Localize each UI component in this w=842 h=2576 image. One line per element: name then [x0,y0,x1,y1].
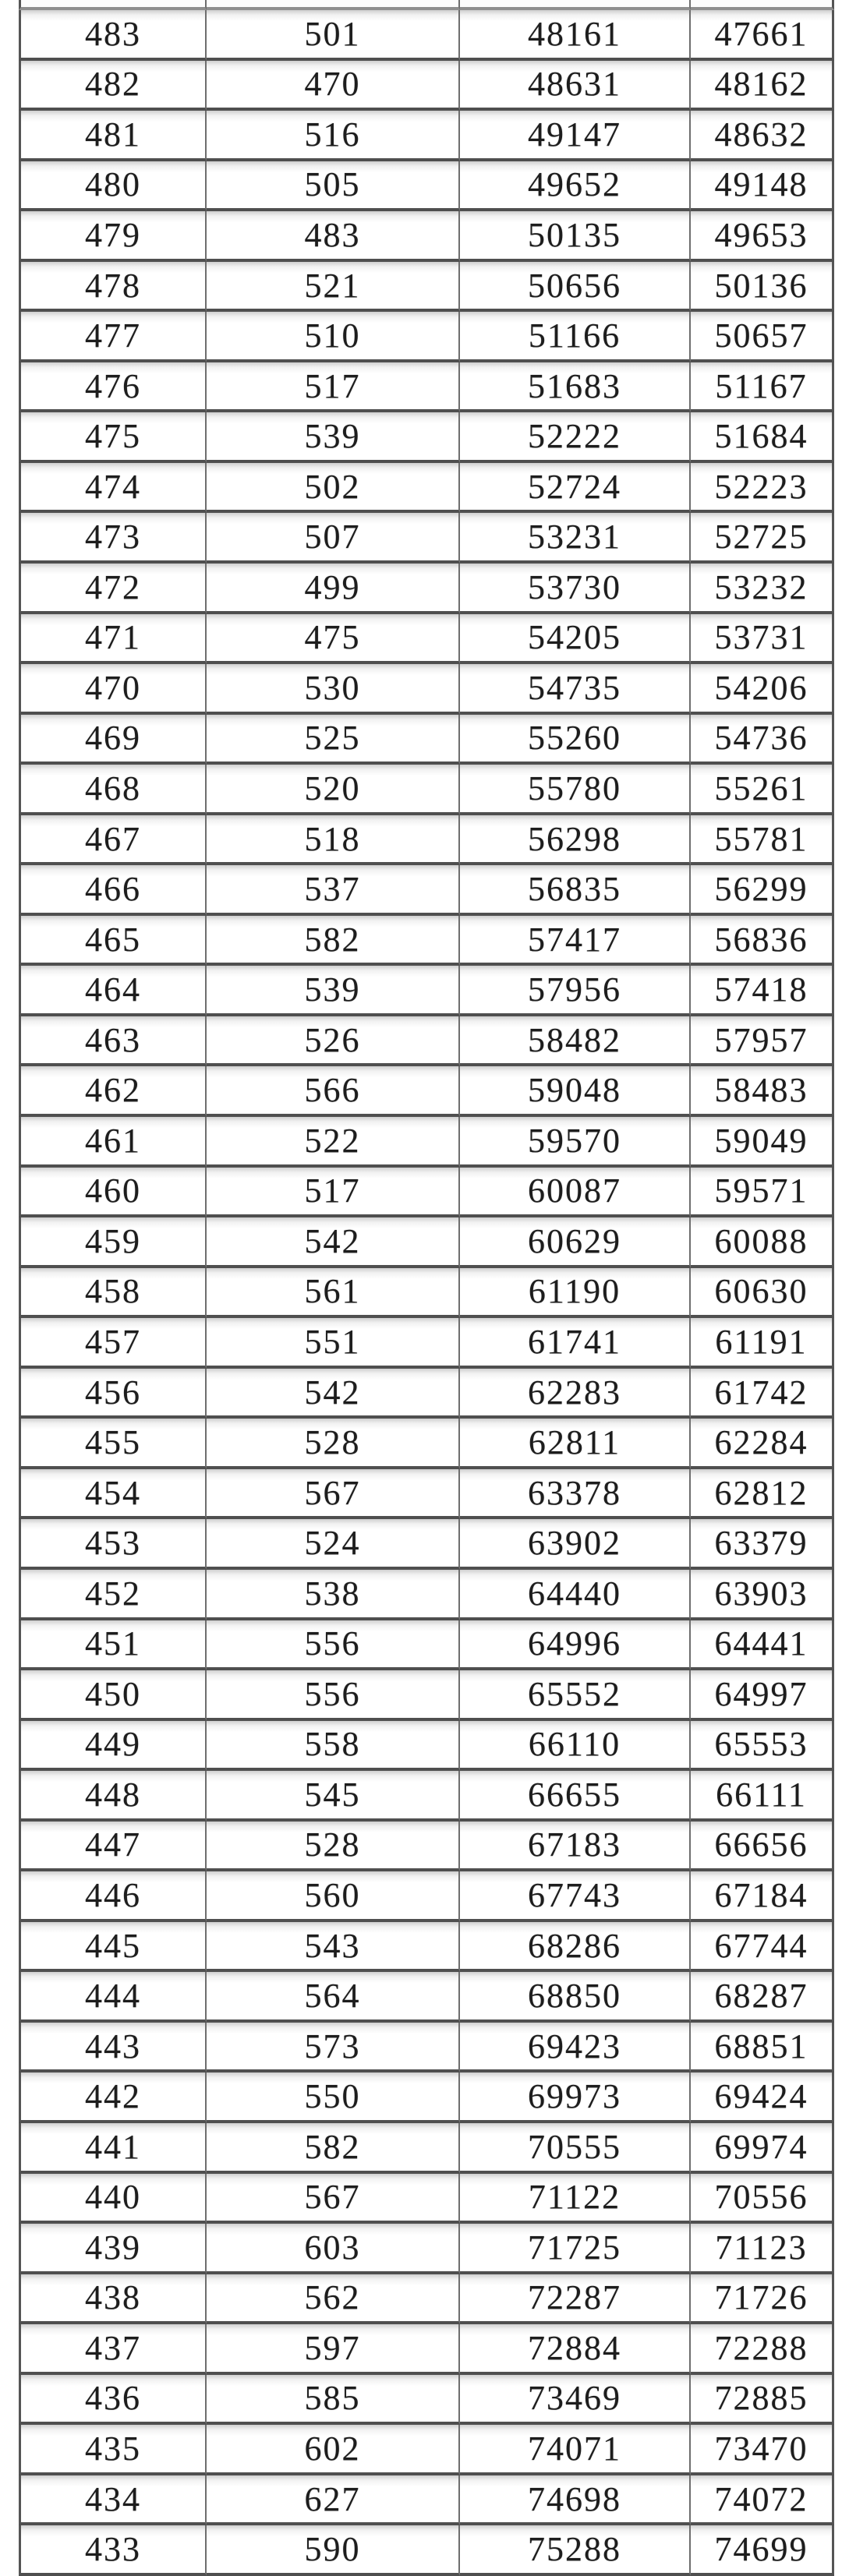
table-cell: 566 [207,1066,460,1117]
table-cell: 48162 [691,61,834,111]
table-row [19,1318,834,1369]
table-cell: 73469 [460,2375,691,2426]
table-row [19,2324,834,2375]
table-cell: 49652 [460,161,691,212]
table-cell: 72884 [460,2324,691,2375]
table-cell: 48161 [460,10,691,61]
table-row [19,463,834,514]
table-cell: 58483 [691,1066,834,1117]
table-cell: 450 [19,1670,207,1721]
table-cell: 475 [19,412,207,463]
table-row [19,2123,834,2174]
table-row [19,1570,834,1620]
table-cell: 582 [207,916,460,966]
table-cell: 518 [207,815,460,866]
table-row [19,765,834,815]
table-cell: 470 [19,664,207,715]
table-cell: 54206 [691,664,834,715]
table-cell: 69973 [460,2072,691,2123]
table-cell: 55260 [460,715,691,765]
table-cell: 55261 [691,765,834,815]
table-row [19,916,834,966]
table-cell: 70556 [691,2174,834,2224]
table-cell: 74699 [691,2525,834,2576]
table-cell: 52725 [691,513,834,564]
table-cell: 556 [207,1670,460,1721]
table-cell: 477 [19,312,207,362]
table-row [19,715,834,765]
table-cell: 461 [19,1117,207,1168]
table-cell: 436 [19,2375,207,2426]
table-cell: 467 [19,815,207,866]
table-cell: 55780 [460,765,691,815]
table-cell: 63379 [691,1519,834,1570]
table-cell: 524 [207,1519,460,1570]
table-cell: 71726 [691,2274,834,2325]
table-cell: 602 [207,2425,460,2475]
table-row [19,111,834,161]
table-cell: 551 [207,1318,460,1369]
table-cell [691,0,834,10]
table-cell: 51166 [460,312,691,362]
table-cell: 437 [19,2324,207,2375]
table-cell: 466 [19,865,207,916]
table-row [19,513,834,564]
table-cell: 478 [19,262,207,313]
table-row [19,1217,834,1268]
table-row [19,1670,834,1721]
table-cell: 449 [19,1721,207,1772]
table-cell: 462 [19,1066,207,1117]
table-cell: 52222 [460,412,691,463]
table-cell: 455 [19,1419,207,1469]
table-cell: 528 [207,1419,460,1469]
table-cell: 507 [207,513,460,564]
table-row [19,1268,834,1319]
table-cell: 61741 [460,1318,691,1369]
table-row [19,1871,834,1922]
table-cell: 454 [19,1469,207,1520]
table-cell: 560 [207,1871,460,1922]
table-cell: 562 [207,2274,460,2325]
table-row [19,2023,834,2073]
table-cell: 59048 [460,1066,691,1117]
table-cell: 65553 [691,1721,834,1772]
table-row [19,564,834,614]
table-cell: 52223 [691,463,834,514]
table-row [19,362,834,413]
table-cell: 71122 [460,2174,691,2224]
table-row [19,1016,834,1067]
table-cell: 526 [207,1016,460,1067]
table-cell: 73470 [691,2425,834,2475]
table-row [19,1721,834,1772]
table-cell: 522 [207,1117,460,1168]
table-cell: 69424 [691,2072,834,2123]
table-cell: 72287 [460,2274,691,2325]
table-cell: 75288 [460,2525,691,2576]
table-cell: 451 [19,1620,207,1671]
table-cell: 471 [19,614,207,665]
table-cell: 49147 [460,111,691,161]
table-row [19,1168,834,1218]
table-cell: 520 [207,765,460,815]
table-cell: 460 [19,1168,207,1218]
table-cell: 573 [207,2023,460,2073]
table-cell: 603 [207,2224,460,2274]
table-row [19,61,834,111]
table-row [19,1469,834,1520]
table-cell: 459 [19,1217,207,1268]
score-table [19,0,834,2576]
table-cell: 521 [207,262,460,313]
table-cell: 539 [207,412,460,463]
table-cell: 68286 [460,1922,691,1973]
table-cell: 483 [207,211,460,262]
table-cell: 516 [207,111,460,161]
table-cell: 434 [19,2475,207,2526]
table-cell: 469 [19,715,207,765]
table-cell: 62283 [460,1369,691,1419]
table-cell: 74071 [460,2425,691,2475]
table-cell: 567 [207,2174,460,2224]
table-cell: 54735 [460,664,691,715]
table-cell: 58482 [460,1016,691,1067]
table-cell: 440 [19,2174,207,2224]
table-cell: 68850 [460,1972,691,2023]
table-cell: 67183 [460,1822,691,1872]
table-cell: 499 [207,564,460,614]
table-row [19,865,834,916]
table-cell: 468 [19,765,207,815]
table-row [19,1620,834,1671]
table-cell: 47661 [691,10,834,61]
table-row [19,262,834,313]
table-cell: 67744 [691,1922,834,1973]
table-cell: 49148 [691,161,834,212]
table-cell: 545 [207,1771,460,1822]
table-row [19,1419,834,1469]
table-cell: 64996 [460,1620,691,1671]
table-cell: 60088 [691,1217,834,1268]
table-cell: 53232 [691,564,834,614]
table-cell: 525 [207,715,460,765]
table-cell: 528 [207,1822,460,1872]
table-cell: 463 [19,1016,207,1067]
table-cell: 52724 [460,463,691,514]
table-row [19,966,834,1016]
table-cell: 543 [207,1922,460,1973]
table-cell: 439 [19,2224,207,2274]
table-cell: 57418 [691,966,834,1016]
table-cell: 474 [19,463,207,514]
table-row [19,1922,834,1973]
table-cell: 59571 [691,1168,834,1218]
table-cell: 464 [19,966,207,1016]
table-cell: 470 [207,61,460,111]
table-cell: 473 [19,513,207,564]
table-cell: 68287 [691,1972,834,2023]
table-cell: 50656 [460,262,691,313]
table-cell: 438 [19,2274,207,2325]
table-cell: 64997 [691,1670,834,1721]
table-row [19,161,834,212]
table-cell: 50657 [691,312,834,362]
score-table-body [19,0,834,2576]
table-cell: 64441 [691,1620,834,1671]
table-cell: 452 [19,1570,207,1620]
table-cell: 590 [207,2525,460,2576]
table-row [19,2425,834,2475]
table-cell: 446 [19,1871,207,1922]
table-cell: 56299 [691,865,834,916]
table-cell: 50136 [691,262,834,313]
table-cell: 62812 [691,1469,834,1520]
table-cell: 49653 [691,211,834,262]
table-cell: 441 [19,2123,207,2174]
table-row [19,614,834,665]
table-cell: 57417 [460,916,691,966]
table-cell: 465 [19,916,207,966]
table-cell: 456 [19,1369,207,1419]
table-cell: 585 [207,2375,460,2426]
table-cell: 539 [207,966,460,1016]
table-cell: 72885 [691,2375,834,2426]
table-cell: 60629 [460,1217,691,1268]
table-cell: 51167 [691,362,834,413]
table-cell: 53231 [460,513,691,564]
table-cell: 597 [207,2324,460,2375]
score-table-container [19,0,834,2576]
table-row [19,211,834,262]
table-cell: 48632 [691,111,834,161]
table-cell: 542 [207,1217,460,1268]
table-cell: 561 [207,1268,460,1319]
table-cell: 502 [207,463,460,514]
table-cell: 627 [207,2475,460,2526]
table-cell: 447 [19,1822,207,1872]
table-cell: 57956 [460,966,691,1016]
table-cell: 479 [19,211,207,262]
table-row [19,1519,834,1570]
table-cell: 74072 [691,2475,834,2526]
table-cell: 582 [207,2123,460,2174]
table-cell: 54736 [691,715,834,765]
table-cell: 59049 [691,1117,834,1168]
table-cell: 60087 [460,1168,691,1218]
table-cell: 65552 [460,1670,691,1721]
table-cell: 48631 [460,61,691,111]
table-cell: 67743 [460,1871,691,1922]
table-cell: 61742 [691,1369,834,1419]
table-row [19,1972,834,2023]
table-cell: 448 [19,1771,207,1822]
table-cell: 443 [19,2023,207,2073]
table-row [19,2224,834,2274]
table-cell: 475 [207,614,460,665]
table-cell: 56835 [460,865,691,916]
table-cell: 64440 [460,1570,691,1620]
table-cell: 542 [207,1369,460,1419]
table-cell [19,0,207,10]
table-cell: 505 [207,161,460,212]
table-cell: 501 [207,10,460,61]
table-cell: 442 [19,2072,207,2123]
table-cell: 60630 [691,1268,834,1319]
table-cell: 457 [19,1318,207,1369]
table-cell: 53730 [460,564,691,614]
table-row [19,815,834,866]
table-cell: 69974 [691,2123,834,2174]
table-cell: 558 [207,1721,460,1772]
table-cell: 66656 [691,1822,834,1872]
table-row [19,2174,834,2224]
table-cell: 66655 [460,1771,691,1822]
table-cell: 481 [19,111,207,161]
table-cell: 480 [19,161,207,212]
table-cell: 61190 [460,1268,691,1319]
table-cell: 54205 [460,614,691,665]
table-cell: 538 [207,1570,460,1620]
partial-row-top [19,0,834,10]
table-cell: 68851 [691,2023,834,2073]
table-row [19,2375,834,2426]
table-cell: 74698 [460,2475,691,2526]
table-cell: 62284 [691,1419,834,1469]
table-cell: 56298 [460,815,691,866]
table-cell: 517 [207,362,460,413]
table-cell: 56836 [691,916,834,966]
table-cell: 476 [19,362,207,413]
table-cell: 55781 [691,815,834,866]
table-cell: 67184 [691,1871,834,1922]
table-cell: 63378 [460,1469,691,1520]
table-row [19,2475,834,2526]
table-cell: 51683 [460,362,691,413]
table-cell: 59570 [460,1117,691,1168]
table-cell: 62811 [460,1419,691,1469]
table-cell: 66110 [460,1721,691,1772]
table-cell: 445 [19,1922,207,1973]
table-cell: 453 [19,1519,207,1570]
table-row [19,2072,834,2123]
table-cell: 71725 [460,2224,691,2274]
table-cell: 70555 [460,2123,691,2174]
table-cell: 472 [19,564,207,614]
table-row [19,1822,834,1872]
table-cell: 50135 [460,211,691,262]
table-cell: 537 [207,865,460,916]
table-cell: 556 [207,1620,460,1671]
table-cell: 433 [19,2525,207,2576]
table-cell [207,0,460,10]
table-cell [460,0,691,10]
table-cell: 517 [207,1168,460,1218]
table-cell: 550 [207,2072,460,2123]
table-row [19,1117,834,1168]
table-row [19,412,834,463]
table-row [19,1066,834,1117]
table-cell: 435 [19,2425,207,2475]
table-cell: 482 [19,61,207,111]
table-cell: 53731 [691,614,834,665]
table-cell: 483 [19,10,207,61]
table-cell: 69423 [460,2023,691,2073]
table-cell: 63902 [460,1519,691,1570]
table-row [19,1369,834,1419]
table-row [19,2274,834,2325]
table-cell: 57957 [691,1016,834,1067]
table-row [19,312,834,362]
table-cell: 72288 [691,2324,834,2375]
table-cell: 444 [19,1972,207,2023]
table-cell: 510 [207,312,460,362]
table-cell: 567 [207,1469,460,1520]
table-cell: 458 [19,1268,207,1319]
table-cell: 530 [207,664,460,715]
table-cell: 51684 [691,412,834,463]
table-cell: 63903 [691,1570,834,1620]
table-cell: 66111 [691,1771,834,1822]
table-cell: 61191 [691,1318,834,1369]
table-row [19,664,834,715]
table-row [19,10,834,61]
table-cell: 564 [207,1972,460,2023]
table-cell: 71123 [691,2224,834,2274]
table-row [19,2525,834,2576]
table-row [19,1771,834,1822]
